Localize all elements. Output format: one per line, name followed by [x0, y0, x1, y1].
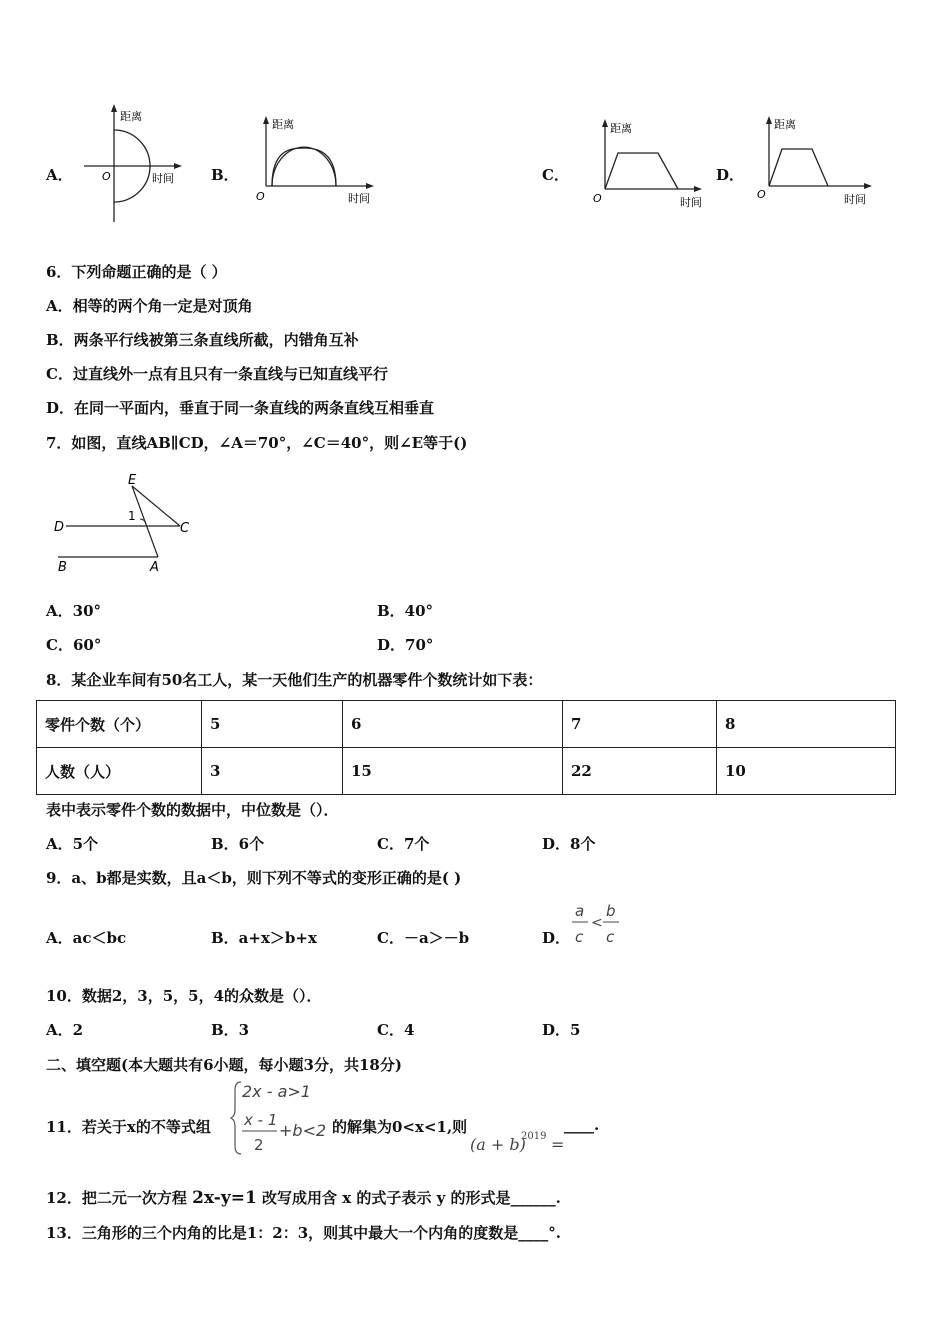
- q7-label-a: A: [150, 560, 159, 575]
- q5-a-axis-y: 距离: [120, 110, 142, 123]
- q7-label-angle-1: 1: [128, 509, 136, 523]
- q5-graph-d: [752, 112, 877, 212]
- q11-expr-exp: 2019: [521, 1131, 547, 1142]
- q12-prefix: 12．把二元一次方程: [46, 1189, 193, 1207]
- table-cell: 8: [717, 701, 896, 748]
- table-cell: 3: [202, 748, 343, 795]
- q6-option-b: B．两条平行线被第三条直线所截，内错角互补: [46, 331, 359, 349]
- q6-option-c: C．过直线外一点有且只有一条直线与已知直线平行: [46, 365, 388, 383]
- q8-option-a: A．5个: [46, 835, 99, 853]
- q12-blank: ______.: [510, 1189, 561, 1207]
- q11-expr-base: (a + b): [470, 1135, 526, 1154]
- q7-label-e: E: [128, 473, 137, 488]
- q9-option-b: B．a+x＞b+x: [211, 929, 317, 947]
- q6-stem: 6．下列命题正确的是（ ）: [46, 263, 227, 281]
- q9-option-d: D．: [542, 929, 571, 947]
- q11-blank: ____.: [564, 1116, 600, 1134]
- q5-d-origin: O: [757, 188, 766, 201]
- q11-ineq1: 2x - a>1: [242, 1082, 311, 1101]
- q13-blank: ____°.: [518, 1224, 561, 1242]
- q7-label-c: C: [180, 521, 190, 536]
- q5-d-axis-y: 距离: [774, 118, 796, 131]
- table-cell: 6: [343, 701, 563, 748]
- q5-option-c-label: C．: [542, 166, 569, 184]
- q10-option-b: B．3: [211, 1021, 250, 1039]
- q5-c-axis-x: 时间: [680, 196, 702, 209]
- q9-d-den1: c: [575, 928, 584, 946]
- q10-option-c: C．4: [377, 1021, 415, 1039]
- q9-d-num1: a: [575, 902, 585, 920]
- q8-option-b: B．6个: [211, 835, 265, 853]
- q11-prefix: 11．若关于x的不等式组: [46, 1118, 211, 1136]
- q5-b-axis-y: 距离: [272, 118, 294, 131]
- q7-option-b: B．40°: [377, 602, 434, 620]
- q5-d-axis-x: 时间: [844, 193, 866, 206]
- q8-question: 表中表示零件个数的数据中，中位数是（）．: [46, 801, 339, 819]
- q6-option-a: A．相等的两个角一定是对顶角: [46, 297, 253, 315]
- q8-option-c: C．7个: [377, 835, 430, 853]
- q7-option-a: A．30°: [46, 602, 102, 620]
- table-cell: 7: [563, 701, 717, 748]
- q9-d-num2: b: [606, 902, 616, 920]
- q9-d-den2: c: [606, 928, 615, 946]
- q5-c-origin: O: [593, 192, 602, 205]
- q11-ineq2-tail: +b<2: [279, 1121, 327, 1140]
- q8-option-d: D．8个: [542, 835, 596, 853]
- q5-b-origin: O: [256, 190, 265, 203]
- q9-option-d-fraction: [568, 898, 628, 950]
- q9-d-sign: <: [591, 915, 603, 931]
- q11-inequality-system: [229, 1078, 329, 1158]
- q11-expr-eq: =: [551, 1135, 565, 1154]
- q8-stem: 8．某企业车间有50名工人，某一天他们生产的机器零件个数统计如下表：: [46, 671, 543, 689]
- q5-graph-c: [588, 115, 708, 215]
- q5-a-origin: O: [102, 170, 111, 183]
- q10-option-d: D．5: [542, 1021, 581, 1039]
- q5-option-b-label: B．: [211, 166, 239, 184]
- q10-option-a: A．2: [46, 1021, 84, 1039]
- table-row: [37, 748, 896, 795]
- q5-graph-b: [250, 112, 380, 212]
- q5-option-a-label: A．: [46, 166, 73, 184]
- q7-label-d: D: [54, 520, 65, 535]
- q8-table: [36, 700, 896, 795]
- q6-option-d: D．在同一平面内，垂直于同一条直线的两条直线互相垂直: [46, 399, 435, 417]
- q11-suffix: 的解集为0<x<1,则: [332, 1118, 468, 1136]
- q5-a-axis-x: 时间: [152, 172, 174, 185]
- table-cell: 5: [202, 701, 343, 748]
- q11-frac-den: 2: [254, 1136, 264, 1154]
- q12-equation: 2x-y=1: [192, 1188, 257, 1208]
- section2-title: 二、填空题(本大题共有6小题，每小题3分，共18分): [46, 1056, 402, 1074]
- q10-stem: 10．数据2，3，5，5，4的众数是（）．: [46, 987, 322, 1005]
- q7-label-b: B: [58, 560, 67, 575]
- q5-graph-a: [76, 100, 186, 225]
- q7-option-c: C．60°: [46, 636, 102, 654]
- q9-stem: 9．a、b都是实数，且a＜b，则下列不等式的变形正确的是( ): [46, 869, 462, 887]
- q5-option-d-label: D．: [716, 166, 745, 184]
- q7-option-d: D．70°: [377, 636, 434, 654]
- table-cell: 15: [343, 748, 563, 795]
- q13-text: 13．三角形的三个内角的比是1：2：3，则其中最大一个内角的度数是: [46, 1224, 519, 1242]
- q9-option-a: A．ac＜bc: [46, 929, 127, 947]
- table-row: [37, 701, 896, 748]
- q7-figure: [48, 470, 208, 580]
- q7-stem: 7．如图，直线AB∥CD，∠A＝70°，∠C＝40°，则∠E等于(): [46, 434, 468, 452]
- table-cell: 10: [717, 748, 896, 795]
- q13-line: [46, 1222, 561, 1243]
- table-cell: 零件个数（个）: [37, 701, 202, 748]
- q5-b-axis-x: 时间: [348, 192, 370, 205]
- q12-middle: 改写成用含 x 的式子表示 y 的形式是: [256, 1189, 511, 1207]
- table-cell: 22: [563, 748, 717, 795]
- q9-option-c: C．－a＞－b: [377, 929, 470, 947]
- q5-c-axis-y: 距离: [610, 122, 632, 135]
- q11-frac-num: x - 1: [244, 1111, 278, 1129]
- q12-line: [46, 1187, 561, 1208]
- table-cell: 人数（人）: [37, 748, 202, 795]
